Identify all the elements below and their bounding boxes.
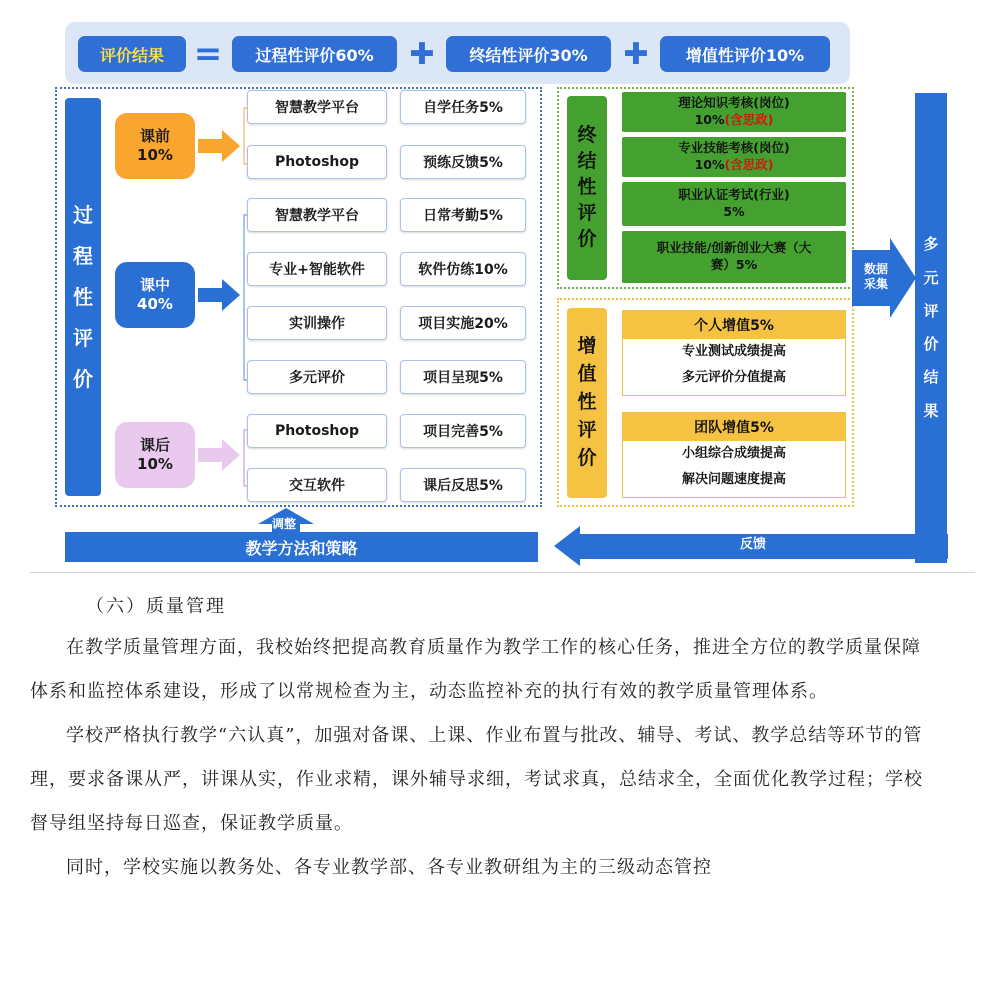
row-tool: Photoshop: [247, 145, 387, 179]
group-line: 专业测试成绩提高: [681, 344, 786, 359]
paragraph: 同时，学校实施以教务处、各专业教学部、各专业教研组为主的三级动态管控: [66, 857, 712, 878]
feedback-label: 反馈: [740, 537, 767, 552]
summative-item: 专业技能考核(岗位) 10%(含思政): [622, 137, 846, 177]
row-item: 日常考勤5%: [400, 198, 526, 232]
row-item: 自学任务5%: [400, 90, 526, 124]
multi-result-bar: 多 元 评 价 结 果: [915, 93, 947, 563]
teaching-method-bar: 教学方法和策略: [65, 532, 538, 562]
data-collect-label: 数据 采集: [863, 262, 888, 291]
row-tool: 智慧教学平台: [247, 198, 387, 232]
row-tool: 多元评价: [247, 360, 387, 394]
summative-item: 职业技能/创新创业大赛（大 赛）5%: [622, 231, 846, 283]
row-item: 项目完善5%: [400, 414, 526, 448]
stage-before-class: 课前 10%: [115, 113, 195, 179]
summative-item: 理论知识考核(岗位) 10%(含思政): [622, 92, 846, 132]
plus-icon: ✚: [409, 36, 435, 72]
stage-in-class: 课中 40%: [115, 262, 195, 328]
row-item: 课后反思5%: [400, 468, 526, 502]
group-line: 小组综合成绩提高: [681, 446, 786, 461]
document-body: [30, 592, 930, 890]
row-tool: 智慧教学平台: [247, 90, 387, 124]
group-line: 多元评价分值提高: [681, 370, 786, 385]
stage-after-class: 课后 10%: [115, 422, 195, 488]
group-head: 个人增值5%: [623, 311, 845, 339]
arrow-right-icon: [198, 277, 242, 313]
formula-summative: 终结性评价30%: [446, 36, 611, 72]
value-added-title: 增 值 性 评 价: [567, 308, 607, 498]
row-item: 预练反馈5%: [400, 145, 526, 179]
paragraph: 学校严格执行教学“六认真”，加强对备课、上课、作业布置与批改、辅导、考试、教学总结等环节的管理，要求备课从严，讲课从实，作业求精，课外辅导求细，考试求真，总结求全，全面优化教学过程；学校督导组坚持每日巡查，保证教学质量。: [30, 725, 923, 834]
value-added-group: [622, 412, 846, 498]
group-line: 解决问题速度提高: [681, 472, 786, 487]
section-heading: （六）质量管理: [86, 596, 226, 617]
process-eval-title: 过 程 性 评 价: [65, 98, 101, 496]
summative-item: 职业认证考试(行业) 5%: [622, 182, 846, 226]
row-tool: 专业+智能软件: [247, 252, 387, 286]
row-tool: 交互软件: [247, 468, 387, 502]
row-tool: 实训操作: [247, 306, 387, 340]
summative-eval-title: 终 结 性 评 价: [567, 96, 607, 280]
formula-process: 过程性评价60%: [232, 36, 397, 72]
adjust-label: 调整: [272, 517, 297, 531]
paragraph: 在教学质量管理方面，我校始终把提高教育质量作为教学工作的核心任务，推进全方位的教学质量保障体系和监控体系建设，形成了以常规检查为主，动态监控补充的执行有效的教学质量管理体系。: [30, 637, 921, 702]
row-item: 软件仿练10%: [400, 252, 526, 286]
formula-result: 评价结果: [78, 36, 186, 72]
plus-icon: ✚: [623, 36, 649, 72]
arrow-right-icon: [198, 128, 242, 164]
arrow-right-icon: [198, 437, 242, 473]
row-item: 项目呈现5%: [400, 360, 526, 394]
equals-sign: =: [193, 34, 223, 74]
value-added-group: [622, 310, 846, 396]
formula-value-added: 增值性评价10%: [660, 36, 830, 72]
group-head: 团队增值5%: [623, 413, 845, 441]
row-item: 项目实施20%: [400, 306, 526, 340]
divider: [30, 572, 975, 573]
row-tool: Photoshop: [247, 414, 387, 448]
